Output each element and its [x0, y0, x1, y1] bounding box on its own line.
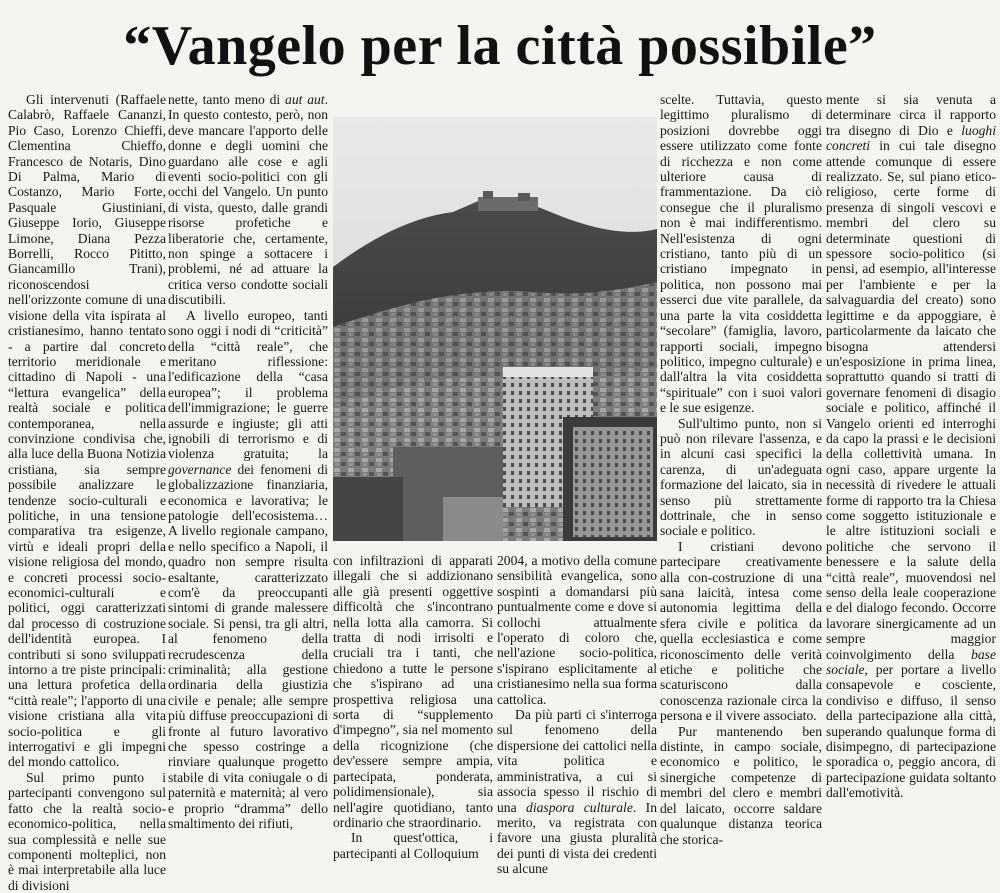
paragraph: Gli intervenuti (Raffaele Calabrò, Raffaele Cananzi, Pio Caso, Lorenzo Chieffi, Clementina Chieffo, Francesco de Notaris, Dino Di Palma, Mario di Costanzo, Mario Forte, Pasquale Giustiniani, Giuseppe Iorio, Giuseppe Limone, Diana Pezza Borrelli, Rocco Pititto, Giancamillo Trani), riconoscendosi nell'orizzonte comune di una visione della vita ispirata al cristianesimo, hanno tentato - a partire dal concreto territorio meridionale e cittadino di Napoli - una “lettura evangelica” della realtà sociale e politica contemporanea, nella convinzione condivisa che, alla luce della Buona Notizia cristiana, sia sempre possibile analizzare le tendenze socio-culturali e politiche, in una tensione comparativa tra esigenze, virtù e ideali propri della visione religiosa del mondo, e concreti processi socio-economici-culturali e politici, oggi caratterizzati dal processo di costruzione dell'identità europea. I contributi si sono sviluppati intorno a tre piste principali: una lettura profetica della “città reale”; l'apporto di una visione cristiana alla vita socio-politica e gli interrogativi e gli impegni del mondo cattolico. [8, 92, 166, 770]
text-run: , per portare a livello consapevole e cosciente, condiviso e diffuso, il senso della partecipazione alla città, superando qualunque forma di disimpegno, di partecipazione sporadica o, peggio ancora, di partecipazione guidata soltanto dall'emotività. [826, 662, 996, 801]
text-run: Da più parti ci s'interroga sul fenomeno della dispersione dei cattolici nella vita politica e amministrativa, a cui si associa spesso il rischio di una [497, 707, 657, 815]
naples-cityscape-photo [333, 117, 657, 541]
emphasis: base sociale [826, 646, 996, 678]
paragraph: I cristiani devono partecipare creativamente alla con-costruzione di una sana laicità, intesa come autonomia legittima della sfera civile e politica da quella ecclesiastica e come riconoscimento delle verità etiche e politiche che scaturiscono dalla conoscenza razionale circa la persona e il vivere associato. [660, 538, 822, 724]
emphasis: governance [168, 461, 232, 477]
text-column-6 [826, 92, 996, 855]
text-column-4-under-photo [497, 553, 657, 877]
text-column-1 [8, 92, 166, 893]
emphasis: luoghi concreti [826, 122, 996, 154]
emphasis: aut aut [285, 92, 325, 107]
paragraph: In quest'ottica, i partecipanti al Colloquium [333, 830, 493, 861]
text-run: nette, tanto meno di [168, 92, 286, 107]
paragraph: Pur mantenendo ben distinte, in campo sociale, economico e politico, le sinergiche competenze di membri del clero e membri del laicato, occorre saldare qualunque distanza teorica che storica- [660, 723, 822, 847]
paragraph: Sul primo punto i partecipanti convengono sul fatto che la realtà socio-economico-politica, nella sua complessità e nelle sue componenti molteplici, non è mai interpretabile alla luce di divisioni [8, 769, 166, 893]
text-run: mente si sia venuta a determinare circa il rapporto tra disegno di Dio e [826, 92, 996, 138]
text-run: . In questo contesto, però, non deve mancare l'apporto delle donne e degli uomini che guardano alle cose e agli eventi socio-politici con gli occhi del Vangelo. Un punto di vista, questo, dalle grandi risorse profetiche e liberatorie che, certamente, non spinge a sottacere i problemi, né ad attuare la critica verso condotte sociali discutibili. [168, 92, 328, 308]
text-column-5 [660, 92, 822, 855]
paragraph: scelte. Tuttavia, questo legittimo pluralismo di posizioni dovrebbe oggi essere utilizzato come fonte di ricchezza e non come ulteriore causa di frammentazione. Da ciò consegue che il pluralismo non è mai indifferentismo. Nell'esistenza di ogni cristiano, tanto più di un cristiano impegnato in politica, non possono mai esserci due vite parallele, da una parte la vita cosiddetta “secolare” (famiglia, lavoro, rapporti sociali, impegno politico, impegno culturale) e dall'altra la vita cosiddetta “spirituale” con i suoi valori e le sue esigenze. [660, 92, 822, 416]
paragraph: 2004, a motivo della comune sensibilità evangelica, sono sospinti a domandarsi più puntualmente come e dove si collochi attualmente l'operato di coloro che, nell'azione socio-politica, s'ispirano esplicitamente al cristianesimo nella sua forma cattolica. [497, 553, 657, 707]
text-column-3-under-photo [333, 553, 493, 861]
paragraph: Sull'ultimo punto, non si può non rilevare l'assenza, e in alcuni casi specifici la carenza, di un'adeguata formazione del laicato, sia in senso più strettamente dottrinale, che in senso sociale e politico. [660, 415, 822, 539]
paragraph: con infiltrazioni di apparati illegali che si addizionano alle già presenti oggettive difficoltà che s'incontrano nella lotta alla camorra. Si tratta di nodi irrisolti e cruciali tra i tanti, che chiedono a tutte le persone che s'ispirano ad una prospettiva religiosa una sorta di “supplemento d'impegno”, sia nel momento della ricognizione (che dev'essere sempre ampia, partecipata, ponderata, polidimensionale), sia nell'agire quotidiano, tanto ordinario che straordinario. [333, 553, 493, 830]
paragraph [826, 92, 996, 801]
article-headline: “Vangelo per la città possibile” [123, 15, 877, 77]
text-run: in cui tale disegno attende comunque di essere realizzato. Se, sul piano etico-religioso, certe forme di presenza di singoli vescovi e membri del clero su determinate questioni di spessore socio-politico (si pensi, ad esempio, all'interesse per l'ambiente e per la salvaguardia del creato) sono legittime e da appoggiare, è particolarmente da laicato che bisogna attendersi un'esposizione in prima linea, soprattutto quando si tratti di governare fenomeni di disagio sociale e politico, affinché il Vangelo orienti ed interroghi da capo la prassi e le decisioni della collettività umana. In ogni caso, appare urgente la necessità di rivedere le attuali forme di rapporto tra la Chiesa come soggetto istituzionale e le altre istituzioni sociali e politiche che servono il benessere e la salute della “città reale”, muovendosi nel senso della leale cooperazione e del dialogo fecondo. Occorre lavorare sinergicamente ad un sempre maggior coinvolgimento della [826, 138, 996, 662]
text-run: dei fenomeni di globalizzazione finanziaria, economica e lavorativa; le patologie dell'ecosistema… A livello regionale campano, e nello specifico a Napoli, il quadro non sempre risulta esaltante, caratterizzato com'è da preoccupanti sintomi di grande malessere sociale. Si pensi, tra gli altri, al fenomeno della recrudescenza della criminalità; alla gestione ordinaria della giustizia civile e penale; alle sempre più diffuse preoccupazioni di fronte al futuro lavorativo che spesso costringe a rinviare qualunque progetto stabile di vita coniugale o di paternità e maternità; al vero e proprio “dramma” dello smaltimento dei rifiuti, [168, 461, 328, 832]
paragraph [168, 308, 328, 832]
text-column-2 [168, 92, 328, 855]
text-run: A livello europeo, tanti sono oggi i nodi di “criticità” della “città reale”, che meritano riflessione: l'edificazione della “casa europea”; il problema dell'immigrazione; le guerre assurde e ingiuste; gli atti ignobili di terrorismo e di violenza gratuita; la [168, 307, 328, 462]
emphasis: diaspora culturale [526, 799, 633, 815]
paragraph [168, 92, 328, 308]
paragraph [497, 707, 657, 876]
text-run: . In merito, va registrata con favore una giusta pluralità dei punti di vista dei credenti su alcune [497, 799, 657, 877]
